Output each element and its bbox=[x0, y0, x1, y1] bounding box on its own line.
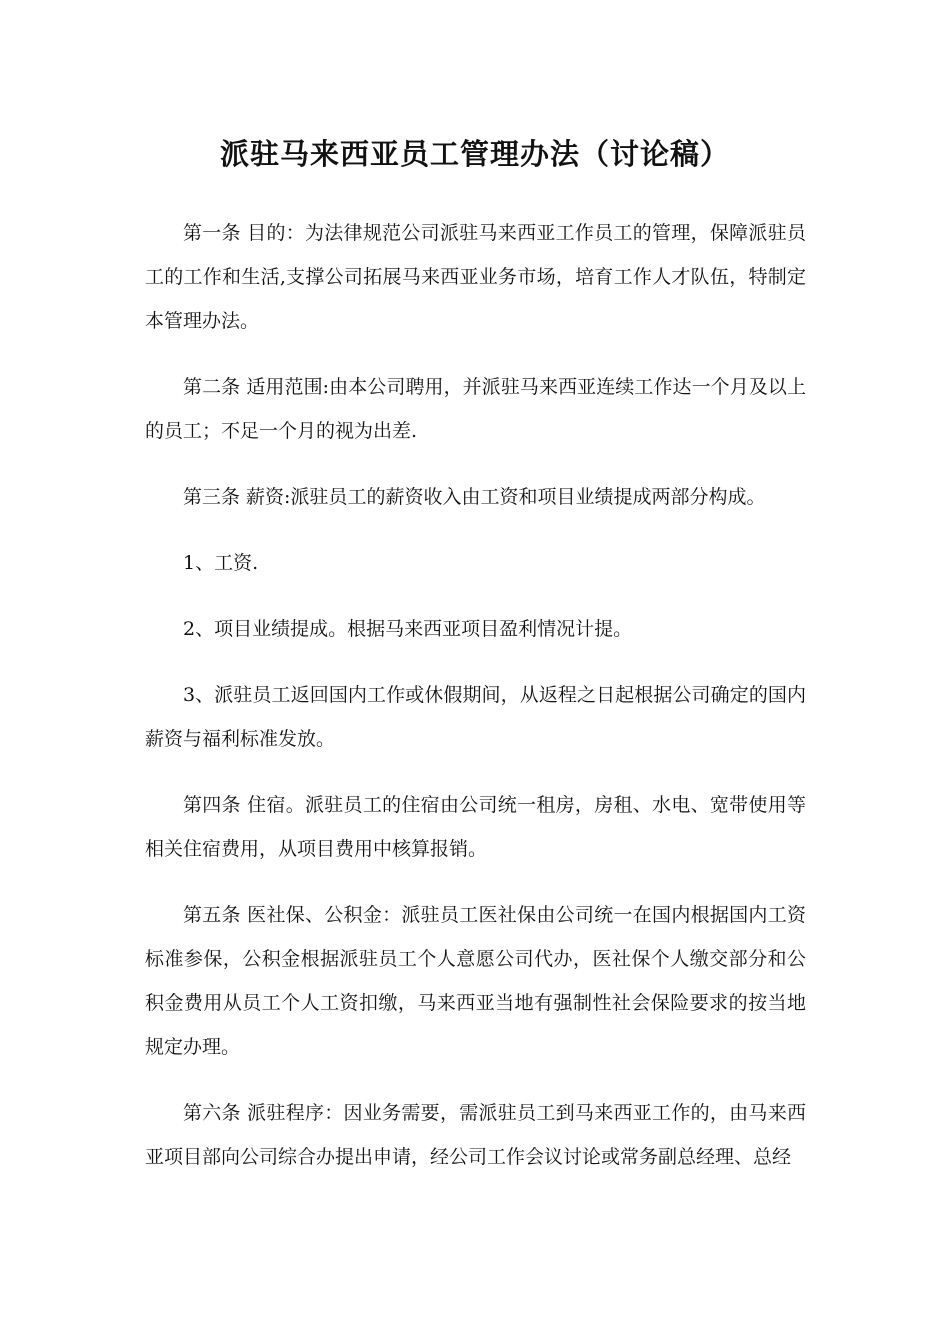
document-body bbox=[145, 211, 806, 1201]
article-2-paragraph: 第二条 适用范围:由本公司聘用，并派驻马来西亚连续工作达一个月及以上的员工；不足一个月的视为出差. bbox=[145, 376, 806, 442]
salary-item-2: 2、项目业绩提成。根据马来西亚项目盈利情况计提。 bbox=[183, 618, 633, 640]
article-6-paragraph: 第六条 派驻程序：因业务需要，需派驻员工到马来西亚工作的，由马来西亚项目部向公司综合办提出申请，经公司工作会议讨论或常务副总经理、总经 bbox=[145, 1102, 806, 1168]
salary-item-3: 3、派驻员工返回国内工作或休假期间，从返程之日起根据公司确定的国内薪资与福利标准发放。 bbox=[145, 684, 806, 750]
article-5-paragraph: 第五条 医社保、公积金：派驻员工医社保由公司统一在国内根据国内工资标准参保，公积金根据派驻员工个人意愿公司代办，医社保个人缴交部分和公积金费用从员工个人工资扣缴，马来西亚当地有强制性社会保险要求的按当地规定办理。 bbox=[145, 904, 806, 1058]
article-1-paragraph: 第一条 目的：为法律规范公司派驻马来西亚工作员工的管理，保障派驻员工的工作和生活,支撑公司拓展马来西亚业务市场，培育工作人才队伍，特制定本管理办法。 bbox=[145, 222, 806, 332]
article-4-paragraph: 第四条 住宿。派驻员工的住宿由公司统一租房，房租、水电、宽带使用等相关住宿费用，从项目费用中核算报销。 bbox=[145, 794, 806, 860]
salary-item-1: 1、工资. bbox=[183, 552, 259, 574]
article-3-paragraph: 第三条 薪资:派驻员工的薪资收入由工资和项目业绩提成两部分构成。 bbox=[183, 486, 766, 508]
document-title: 派驻马来西亚员工管理办法（讨论稿） bbox=[219, 137, 730, 171]
